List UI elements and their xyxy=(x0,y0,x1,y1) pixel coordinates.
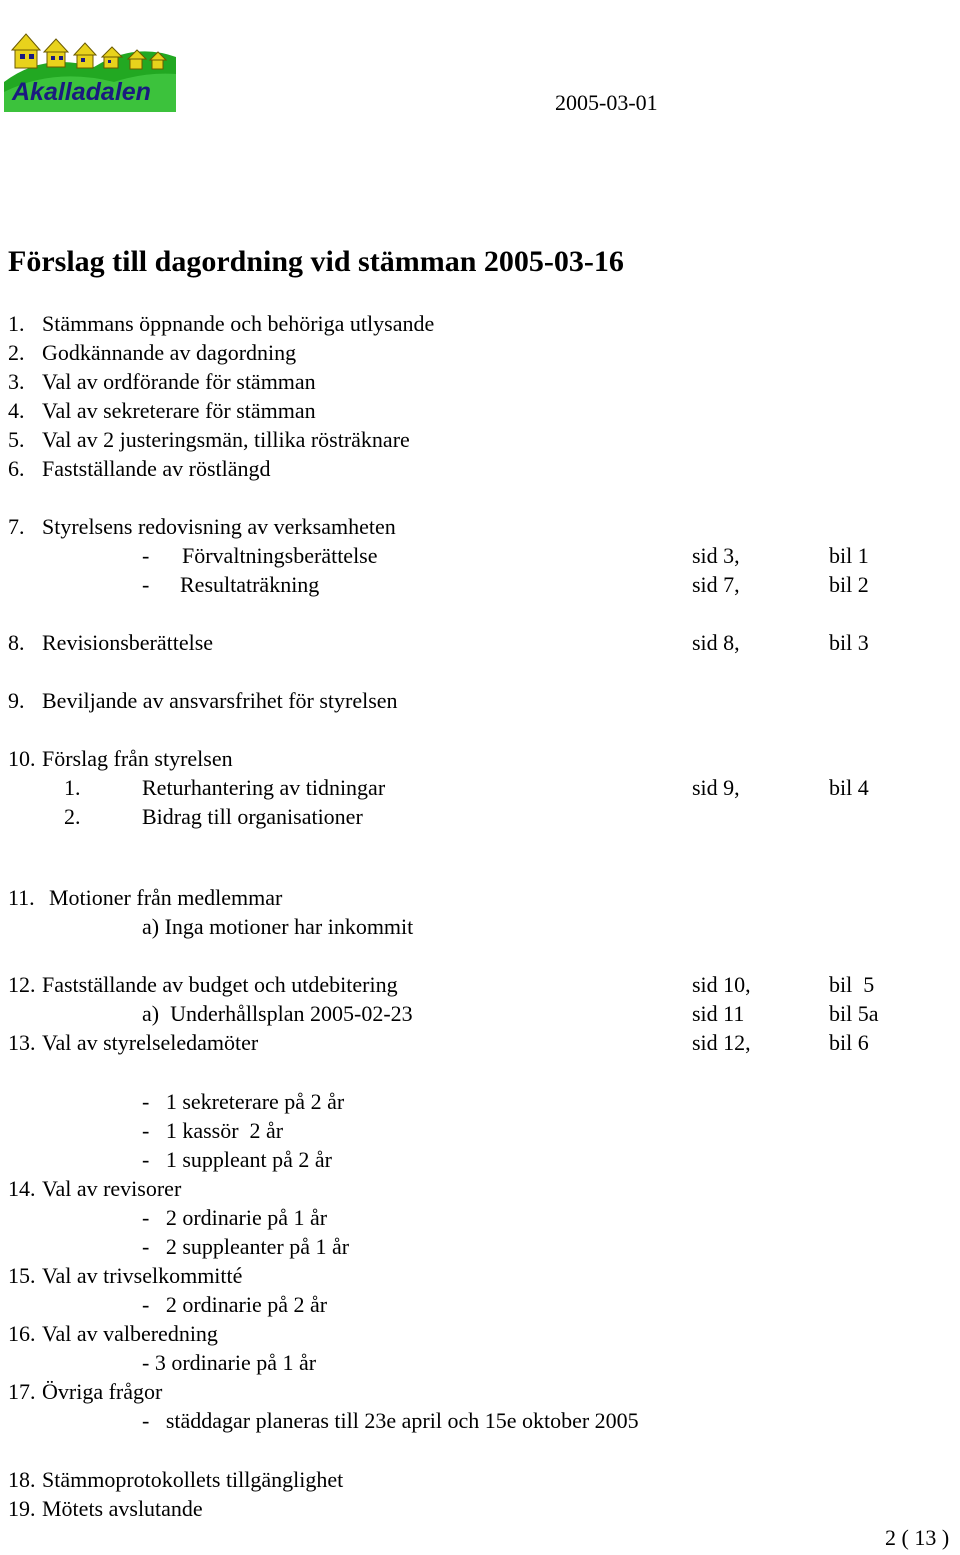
sub-item-text: - 1 suppleant på 2 år xyxy=(142,1147,332,1172)
item-text: Godkännande av dagordning xyxy=(42,340,297,365)
page-ref: sid 9, xyxy=(692,775,740,800)
sub-item-text: - 2 suppleanter på 1 år xyxy=(142,1234,350,1259)
item-text: Val av styrelseledamöter xyxy=(42,1030,259,1055)
item-number: 2. xyxy=(8,340,25,365)
page-ref: sid 12, xyxy=(692,1030,751,1055)
sub-item-text: - 2 ordinarie på 1 år xyxy=(142,1205,328,1230)
page-ref: sid 3, xyxy=(692,543,740,568)
item-number: 10. xyxy=(8,746,36,771)
item-number: 3. xyxy=(8,369,25,394)
sub-item-text: Resultaträkning xyxy=(180,572,320,597)
attachment-ref: bil 4 xyxy=(829,775,869,800)
page-ref: sid 10, xyxy=(692,972,751,997)
item-number: 6. xyxy=(8,456,25,481)
sub-item-text: - städdagar planeras till 23e april och 15e oktober 2005 xyxy=(142,1408,639,1433)
sub-number: 1. xyxy=(64,775,81,800)
item-text: Stämmans öppnande och behöriga utlysande xyxy=(42,311,435,336)
attachment-ref: bil 2 xyxy=(829,572,869,597)
sub-item-text: - 1 sekreterare på 2 år xyxy=(142,1089,345,1114)
item-text: Stämmoprotokollets tillgänglighet xyxy=(42,1467,344,1492)
item-text: Val av trivselkommitté xyxy=(42,1263,243,1288)
sub-item-text: Bidrag till organisationer xyxy=(142,804,363,829)
logo-text: Akalladalen xyxy=(12,78,151,106)
attachment-ref: bil 5 xyxy=(829,972,875,997)
item-text: Val av ordförande för stämman xyxy=(42,369,316,394)
document-date: 2005-03-01 xyxy=(555,90,658,115)
attachment-ref: bil 3 xyxy=(829,630,869,655)
item-number: 1. xyxy=(8,311,25,336)
item-number: 13. xyxy=(8,1030,36,1055)
item-number: 11. xyxy=(8,885,35,910)
item-number: 7. xyxy=(8,514,25,539)
sub-dash: - xyxy=(142,543,150,568)
item-text: Beviljande av ansvarsfrihet för styrelsen xyxy=(42,688,398,713)
item-number: 8. xyxy=(8,630,25,655)
item-number: 18. xyxy=(8,1467,36,1492)
attachment-ref: bil 6 xyxy=(829,1030,869,1055)
page-number: 2 ( 13 ) xyxy=(885,1525,950,1550)
item-text: Fastställande av röstlängd xyxy=(42,456,271,481)
item-text: Förslag från styrelsen xyxy=(42,746,233,771)
sub-item-text: a) Underhållsplan 2005-02-23 xyxy=(142,1001,413,1026)
item-text: Mötets avslutande xyxy=(42,1496,203,1521)
item-number: 9. xyxy=(8,688,25,713)
item-text: Val av revisorer xyxy=(42,1176,182,1201)
item-number: 17. xyxy=(8,1379,36,1404)
page-ref: sid 7, xyxy=(692,572,740,597)
item-number: 4. xyxy=(8,398,25,423)
sub-dash: - xyxy=(142,572,150,597)
sub-item-text: - 3 ordinarie på 1 år xyxy=(142,1350,317,1375)
page-ref: sid 8, xyxy=(692,630,740,655)
item-text: Val av sekreterare för stämman xyxy=(42,398,316,423)
item-number: 5. xyxy=(8,427,25,452)
logo xyxy=(4,12,176,112)
attachment-ref: bil 5a xyxy=(829,1001,879,1026)
item-text: Styrelsens redovisning av verksamheten xyxy=(42,514,396,539)
sub-item-text: - 1 kassör 2 år xyxy=(142,1118,284,1143)
item-number: 12. xyxy=(8,972,36,997)
item-text: Val av 2 justeringsmän, tillika rösträknare xyxy=(42,427,410,452)
sub-item-text: a) Inga motioner har inkommit xyxy=(142,914,414,939)
sub-number: 2. xyxy=(64,804,81,829)
sub-item-text: - 2 ordinarie på 2 år xyxy=(142,1292,328,1317)
item-text: Motioner från medlemmar xyxy=(49,885,283,910)
item-text: Övriga frågor xyxy=(42,1379,163,1404)
item-number: 19. xyxy=(8,1496,36,1521)
sub-item-text: Returhantering av tidningar xyxy=(142,775,386,800)
page-title: Förslag till dagordning vid stämman 2005-03-16 xyxy=(8,245,624,278)
item-number: 15. xyxy=(8,1263,36,1288)
page-ref: sid 11 xyxy=(692,1001,745,1026)
item-number: 16. xyxy=(8,1321,36,1346)
item-number: 14. xyxy=(8,1176,36,1201)
item-text: Revisionsberättelse xyxy=(42,630,214,655)
sub-item-text: Förvaltningsberättelse xyxy=(182,543,378,568)
attachment-ref: bil 1 xyxy=(829,543,869,568)
item-text: Val av valberedning xyxy=(42,1321,218,1346)
item-text: Fastställande av budget och utdebitering xyxy=(42,972,398,997)
